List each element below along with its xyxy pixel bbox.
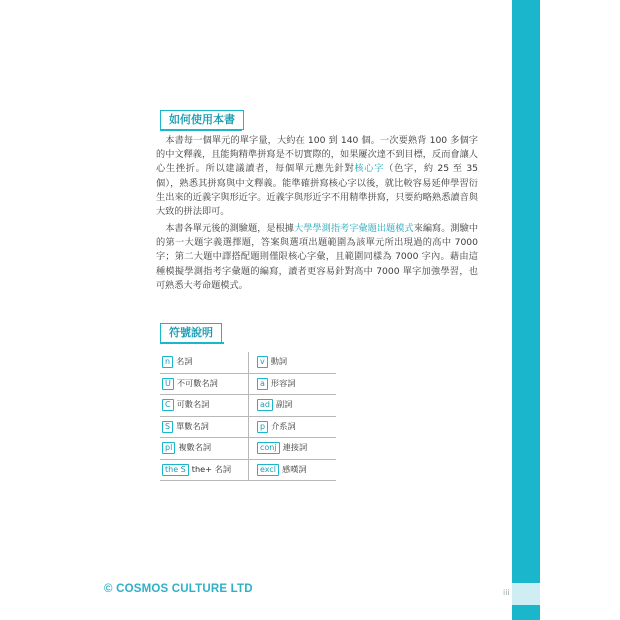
paragraph-quiz-format	[156, 222, 478, 293]
abbreviation-label: 單數名詞	[176, 420, 209, 431]
abbreviation-label: 副詞	[275, 399, 293, 410]
table-row	[160, 373, 336, 395]
legend-cell	[249, 438, 337, 460]
abbreviation-label: 可數名詞	[176, 399, 210, 410]
page-number-tab	[512, 583, 540, 605]
legend-cell	[160, 459, 249, 481]
copyright-footer: © COSMOS CULTURE LTD	[104, 583, 253, 595]
page-edge-band	[512, 0, 540, 620]
legend-cell	[160, 373, 249, 395]
legend-cell	[249, 352, 337, 373]
abbreviation-label: 介系詞	[271, 420, 296, 431]
heading-underline	[160, 342, 224, 344]
abbreviation-badge: S	[162, 421, 173, 433]
abbreviation-badge: conj	[257, 442, 280, 454]
paragraph-core-words	[156, 134, 478, 219]
legend-cell	[249, 373, 337, 395]
abbreviation-label: 不可數名詞	[176, 377, 218, 388]
section-heading-symbols: 符號說明	[160, 323, 222, 343]
abbreviation-badge: a	[257, 378, 268, 390]
body-text: （色字，約 25 至 35 個），熟悉其拼寫與中文釋義。能準確拼寫核心字以後，就比較容易延伸學習衍生出來的近義字與形近字。近義字與形近字不用精準拼寫，只要約略熟悉讀音與大致的拼法即可。	[156, 163, 479, 218]
abbreviation-badge: excl	[257, 464, 279, 476]
abbreviation-label: the+ 名詞	[191, 463, 232, 474]
abbreviation-badge: v	[257, 356, 268, 368]
abbreviation-label: 複數名詞	[178, 442, 212, 453]
legend-cell	[160, 416, 249, 438]
body-text: 本書各單元後的測驗題，是根據	[156, 223, 295, 234]
table-row	[160, 438, 336, 460]
abbreviation-label: 形容詞	[270, 377, 296, 388]
table-row	[160, 395, 336, 417]
body-text: 來編寫。測驗中的第一大題字義選擇題，答案與選項出題範圍為該單元所出現過的高中 7000 字；第二大題中譯搭配題則僅限核心字彙，且範圍同樣為 7000 字內。藉由這種模擬學測指考字彙題的編寫，讀者更容易針對高中 7000 單字加強學習，也可熟悉大考命題模式。	[156, 223, 479, 291]
legend-cell	[249, 395, 337, 417]
legend-cell	[160, 395, 249, 417]
heading-underline	[160, 129, 242, 131]
abbreviation-label: 感嘆詞	[282, 463, 307, 474]
highlight-text: 核心字	[354, 163, 385, 175]
abbreviation-label: 動詞	[270, 356, 288, 367]
legend-cell	[249, 416, 337, 438]
abbreviation-label: 名詞	[176, 356, 193, 367]
abbreviation-badge: the S	[162, 464, 189, 476]
abbreviation-badge: ad	[257, 399, 273, 411]
abbreviation-badge: n	[162, 356, 173, 368]
abbreviation-badge: p	[257, 421, 268, 433]
symbol-legend-table	[160, 352, 336, 481]
abbreviation-label: 連接詞	[282, 442, 308, 453]
abbreviation-badge: pl	[162, 442, 175, 454]
table-row	[160, 459, 336, 481]
highlight-text: 大學學測指考字彙題出題模式	[294, 223, 414, 234]
abbreviation-badge: C	[162, 399, 174, 411]
legend-cell	[249, 459, 337, 481]
body-text: 本書每一個單元的單字量，大約在 100 到 140 個。一次要熟背 100 多個字的中文釋義，且能夠精準拼寫是不切實際的，如果屢次達不到目標，反而會讓人心生挫折。所以建議讀者，每個單元應先針對	[156, 135, 478, 175]
table-row	[160, 416, 336, 438]
table-row	[160, 352, 336, 373]
abbreviation-badge: U	[162, 378, 174, 390]
legend-cell	[160, 352, 249, 373]
legend-cell	[160, 438, 249, 460]
section-heading-how-to-use: 如何使用本書	[160, 110, 244, 130]
page-number: iii	[503, 588, 510, 597]
